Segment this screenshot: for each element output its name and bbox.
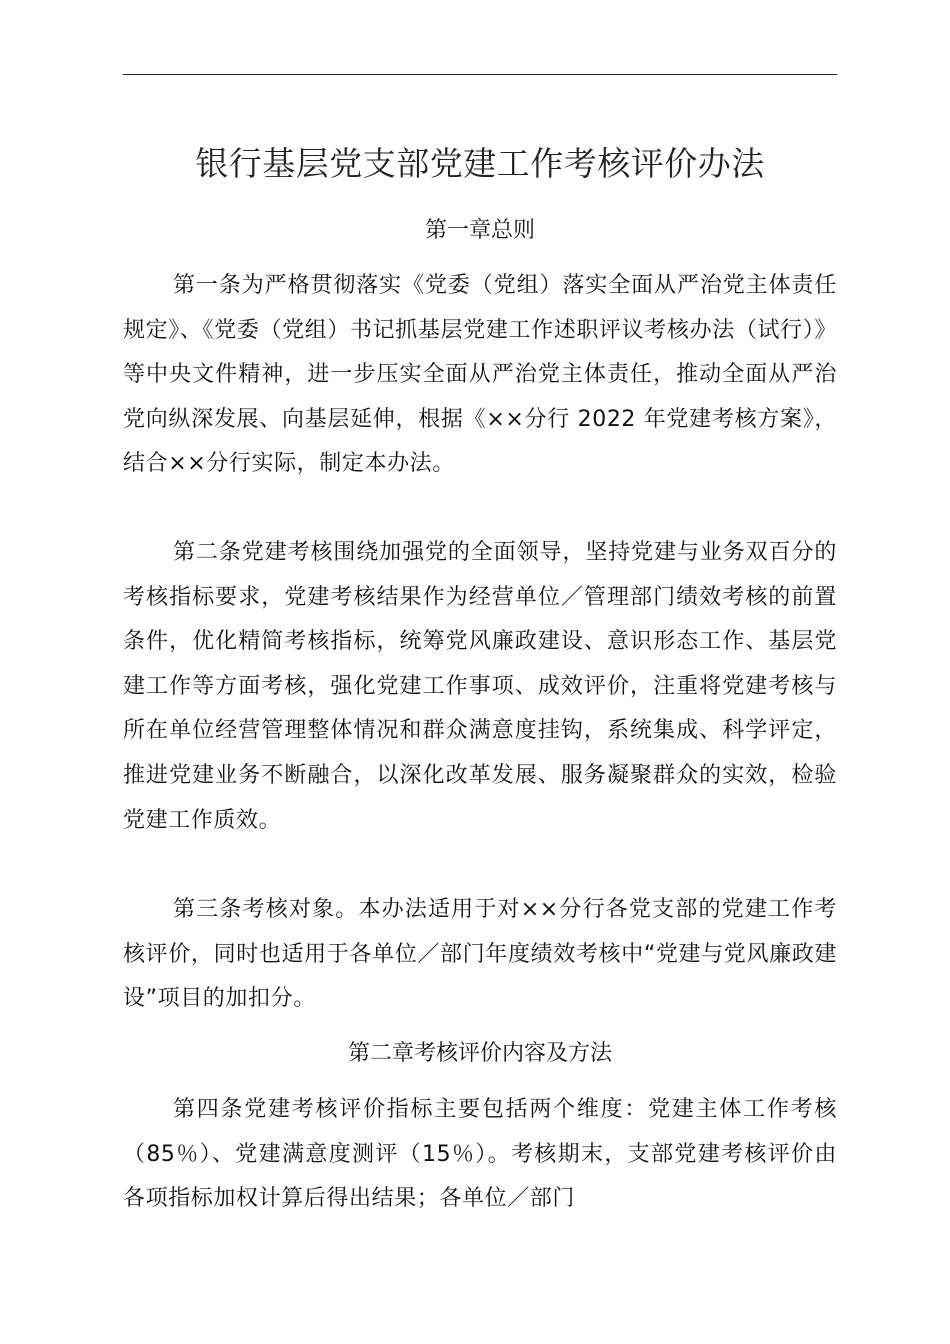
article-3-paragraph: 第三条考核对象。本办法适用于对××分行各党支部的党建工作考核评价，同时也适用于各单位／部门年度绩效考核中“党建与党风廉政建设”项目的加扣分。 xyxy=(123,897,837,1012)
document-title: 银行基层党支部党建工作考核评价办法 xyxy=(195,144,765,183)
chapter-heading-2: 第二章考核评价内容及方法 xyxy=(347,1041,612,1066)
chapter-heading-1: 第一章总则 xyxy=(424,218,535,243)
header-rule xyxy=(123,74,837,75)
article-2-paragraph: 第二条党建考核围绕加强党的全面领导，坚持党建与业务双百分的考核指标要求，党建考核结果作为经营单位／管理部门绩效考核的前置条件，优化精简考核指标，统筹党风廉政建设、意识形态工作、基层党建工作等方面考核，强化党建工作事项、成效评价，注重将党建考核与所在单位经营管理整体情况和群众满意度挂钩，系统集成、科学评定，推进党建业务不断融合，以深化改革发展、服务凝聚群众的实效，检验党建工作质效。 xyxy=(123,540,837,833)
article-4-paragraph: 第四条党建考核评价指标主要包括两个维度：党建主体工作考核（85％）、党建满意度测评（15％）。考核期末，支部党建考核评价由各项指标加权计算后得出结果；各单位／部门 xyxy=(123,1097,837,1212)
article-1-paragraph: 第一条为严格贯彻落实《党委（党组）落实全面从严治党主体责任规定》、《党委（党组）书记抓基层党建工作述职评议考核办法（试行）》等中央文件精神，进一步压实全面从严治党主体责任，推动全面从严治党向纵深发展、向基层延伸，根据《××分行 2022 年党建考核方案》，结合××分行实际，制定本办法。 xyxy=(123,273,837,477)
